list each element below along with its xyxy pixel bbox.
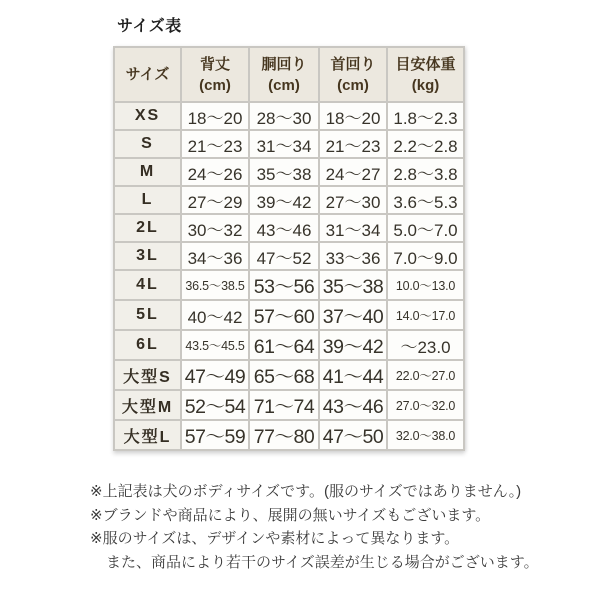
back-length-cell: 52～54 [181, 390, 249, 420]
back-length-cell: 47～49 [181, 360, 249, 390]
col-header-girth-label: 胴回り [261, 55, 307, 73]
back-length-cell: 21～23 [181, 130, 249, 158]
size-label: 大型S [114, 360, 181, 390]
neck-cell: 35～38 [319, 270, 387, 300]
col-header-size [114, 47, 181, 102]
col-header-back-length-unit: (cm) [199, 76, 231, 94]
table-row-ogata-s [114, 360, 464, 390]
size-label: 3L [114, 242, 181, 270]
weight-cell: 1.8～2.3 [387, 102, 464, 130]
size-label: M [114, 158, 181, 186]
girth-cell: 28～30 [249, 102, 319, 130]
table-row-s [114, 130, 464, 158]
col-header-back-length-label: 背丈 [199, 55, 230, 73]
table-row-6l [114, 330, 464, 360]
col-header-neck [319, 47, 387, 102]
table-row-5l [114, 300, 464, 330]
weight-cell: 7.0～9.0 [387, 242, 464, 270]
girth-cell: 71～74 [249, 390, 319, 420]
weight-cell: 2.8～3.8 [387, 158, 464, 186]
back-length-cell: 24～26 [181, 158, 249, 186]
neck-cell: 27～30 [319, 186, 387, 214]
col-header-girth [249, 47, 319, 102]
size-label: 4L [114, 270, 181, 300]
girth-cell: 65～68 [249, 360, 319, 390]
table-row-3l [114, 242, 464, 270]
weight-cell: 27.0～32.0 [387, 390, 464, 420]
back-length-cell: 30～32 [181, 214, 249, 242]
table-row-xs [114, 102, 464, 130]
neck-cell: 31～34 [319, 214, 387, 242]
back-length-cell: 43.5～45.5 [181, 330, 249, 360]
weight-cell: 22.0～27.0 [387, 360, 464, 390]
footnote-availability: ※ブランドや商品により、展開の無いサイズもございます。 [90, 506, 491, 524]
col-header-neck-label: 首回り [330, 55, 376, 73]
weight-cell: 14.0～17.0 [387, 300, 464, 330]
footnotes [90, 480, 539, 574]
size-label: 大型L [114, 420, 181, 450]
size-table [113, 46, 465, 451]
size-label: S [114, 130, 181, 158]
girth-cell: 77～80 [249, 420, 319, 450]
weight-cell: 2.2～2.8 [387, 130, 464, 158]
size-label: 6L [114, 330, 181, 360]
size-label: 大型M [114, 390, 181, 420]
neck-cell: 21～23 [319, 130, 387, 158]
neck-cell: 37～40 [319, 300, 387, 330]
back-length-cell: 36.5～38.5 [181, 270, 249, 300]
size-label: L [114, 186, 181, 214]
neck-cell: 33～36 [319, 242, 387, 270]
neck-cell: 18～20 [319, 102, 387, 130]
back-length-cell: 27～29 [181, 186, 249, 214]
footnote-body-size: ※上記表は犬のボディサイズです。(服のサイズではありません。) [90, 483, 522, 500]
table-row-ogata-l [114, 420, 464, 450]
table-row-2l [114, 214, 464, 242]
header-row [114, 47, 464, 102]
col-header-weight [387, 47, 464, 102]
weight-cell: 3.6～5.3 [387, 186, 464, 214]
back-length-cell: 57～59 [181, 420, 249, 450]
neck-cell: 43～46 [319, 390, 387, 420]
girth-cell: 57～60 [249, 300, 319, 330]
col-header-back-length [181, 47, 249, 102]
neck-cell: 39～42 [319, 330, 387, 360]
size-label: 2L [114, 214, 181, 242]
table-row-4l [114, 270, 464, 300]
weight-cell: 10.0～13.0 [387, 270, 464, 300]
page-title: サイズ表 [117, 18, 182, 35]
col-header-neck-unit: (cm) [337, 76, 369, 94]
size-label: XS [114, 102, 181, 130]
neck-cell: 41～44 [319, 360, 387, 390]
col-header-weight-unit: (kg) [411, 76, 440, 94]
neck-cell: 24～27 [319, 158, 387, 186]
girth-cell: 47～52 [249, 242, 319, 270]
table-row-l [114, 186, 464, 214]
weight-cell: ～23.0 [387, 330, 464, 360]
table-row-ogata-m [114, 390, 464, 420]
girth-cell: 61～64 [249, 330, 319, 360]
girth-cell: 53～56 [249, 270, 319, 300]
girth-cell: 39～42 [249, 186, 319, 214]
girth-cell: 31～34 [249, 130, 319, 158]
col-header-weight-label: 目安体重 [395, 55, 456, 73]
girth-cell: 43～46 [249, 214, 319, 242]
weight-cell: 5.0～7.0 [387, 214, 464, 242]
back-length-cell: 18～20 [181, 102, 249, 130]
table-row-m [114, 158, 464, 186]
girth-cell: 35～38 [249, 158, 319, 186]
weight-cell: 32.0～38.0 [387, 420, 464, 450]
back-length-cell: 40～42 [181, 300, 249, 330]
footnote-design-variation: ※服のサイズは、デザインや素材によって異なります。 [90, 530, 460, 547]
size-label: 5L [114, 300, 181, 330]
neck-cell: 47～50 [319, 420, 387, 450]
col-header-size-label: サイズ [125, 66, 170, 83]
back-length-cell: 34～36 [181, 242, 249, 270]
footnote-tolerance: また、商品により若干のサイズ誤差が生じる場合がございます。 [106, 553, 539, 571]
col-header-girth-unit: (cm) [268, 76, 300, 94]
